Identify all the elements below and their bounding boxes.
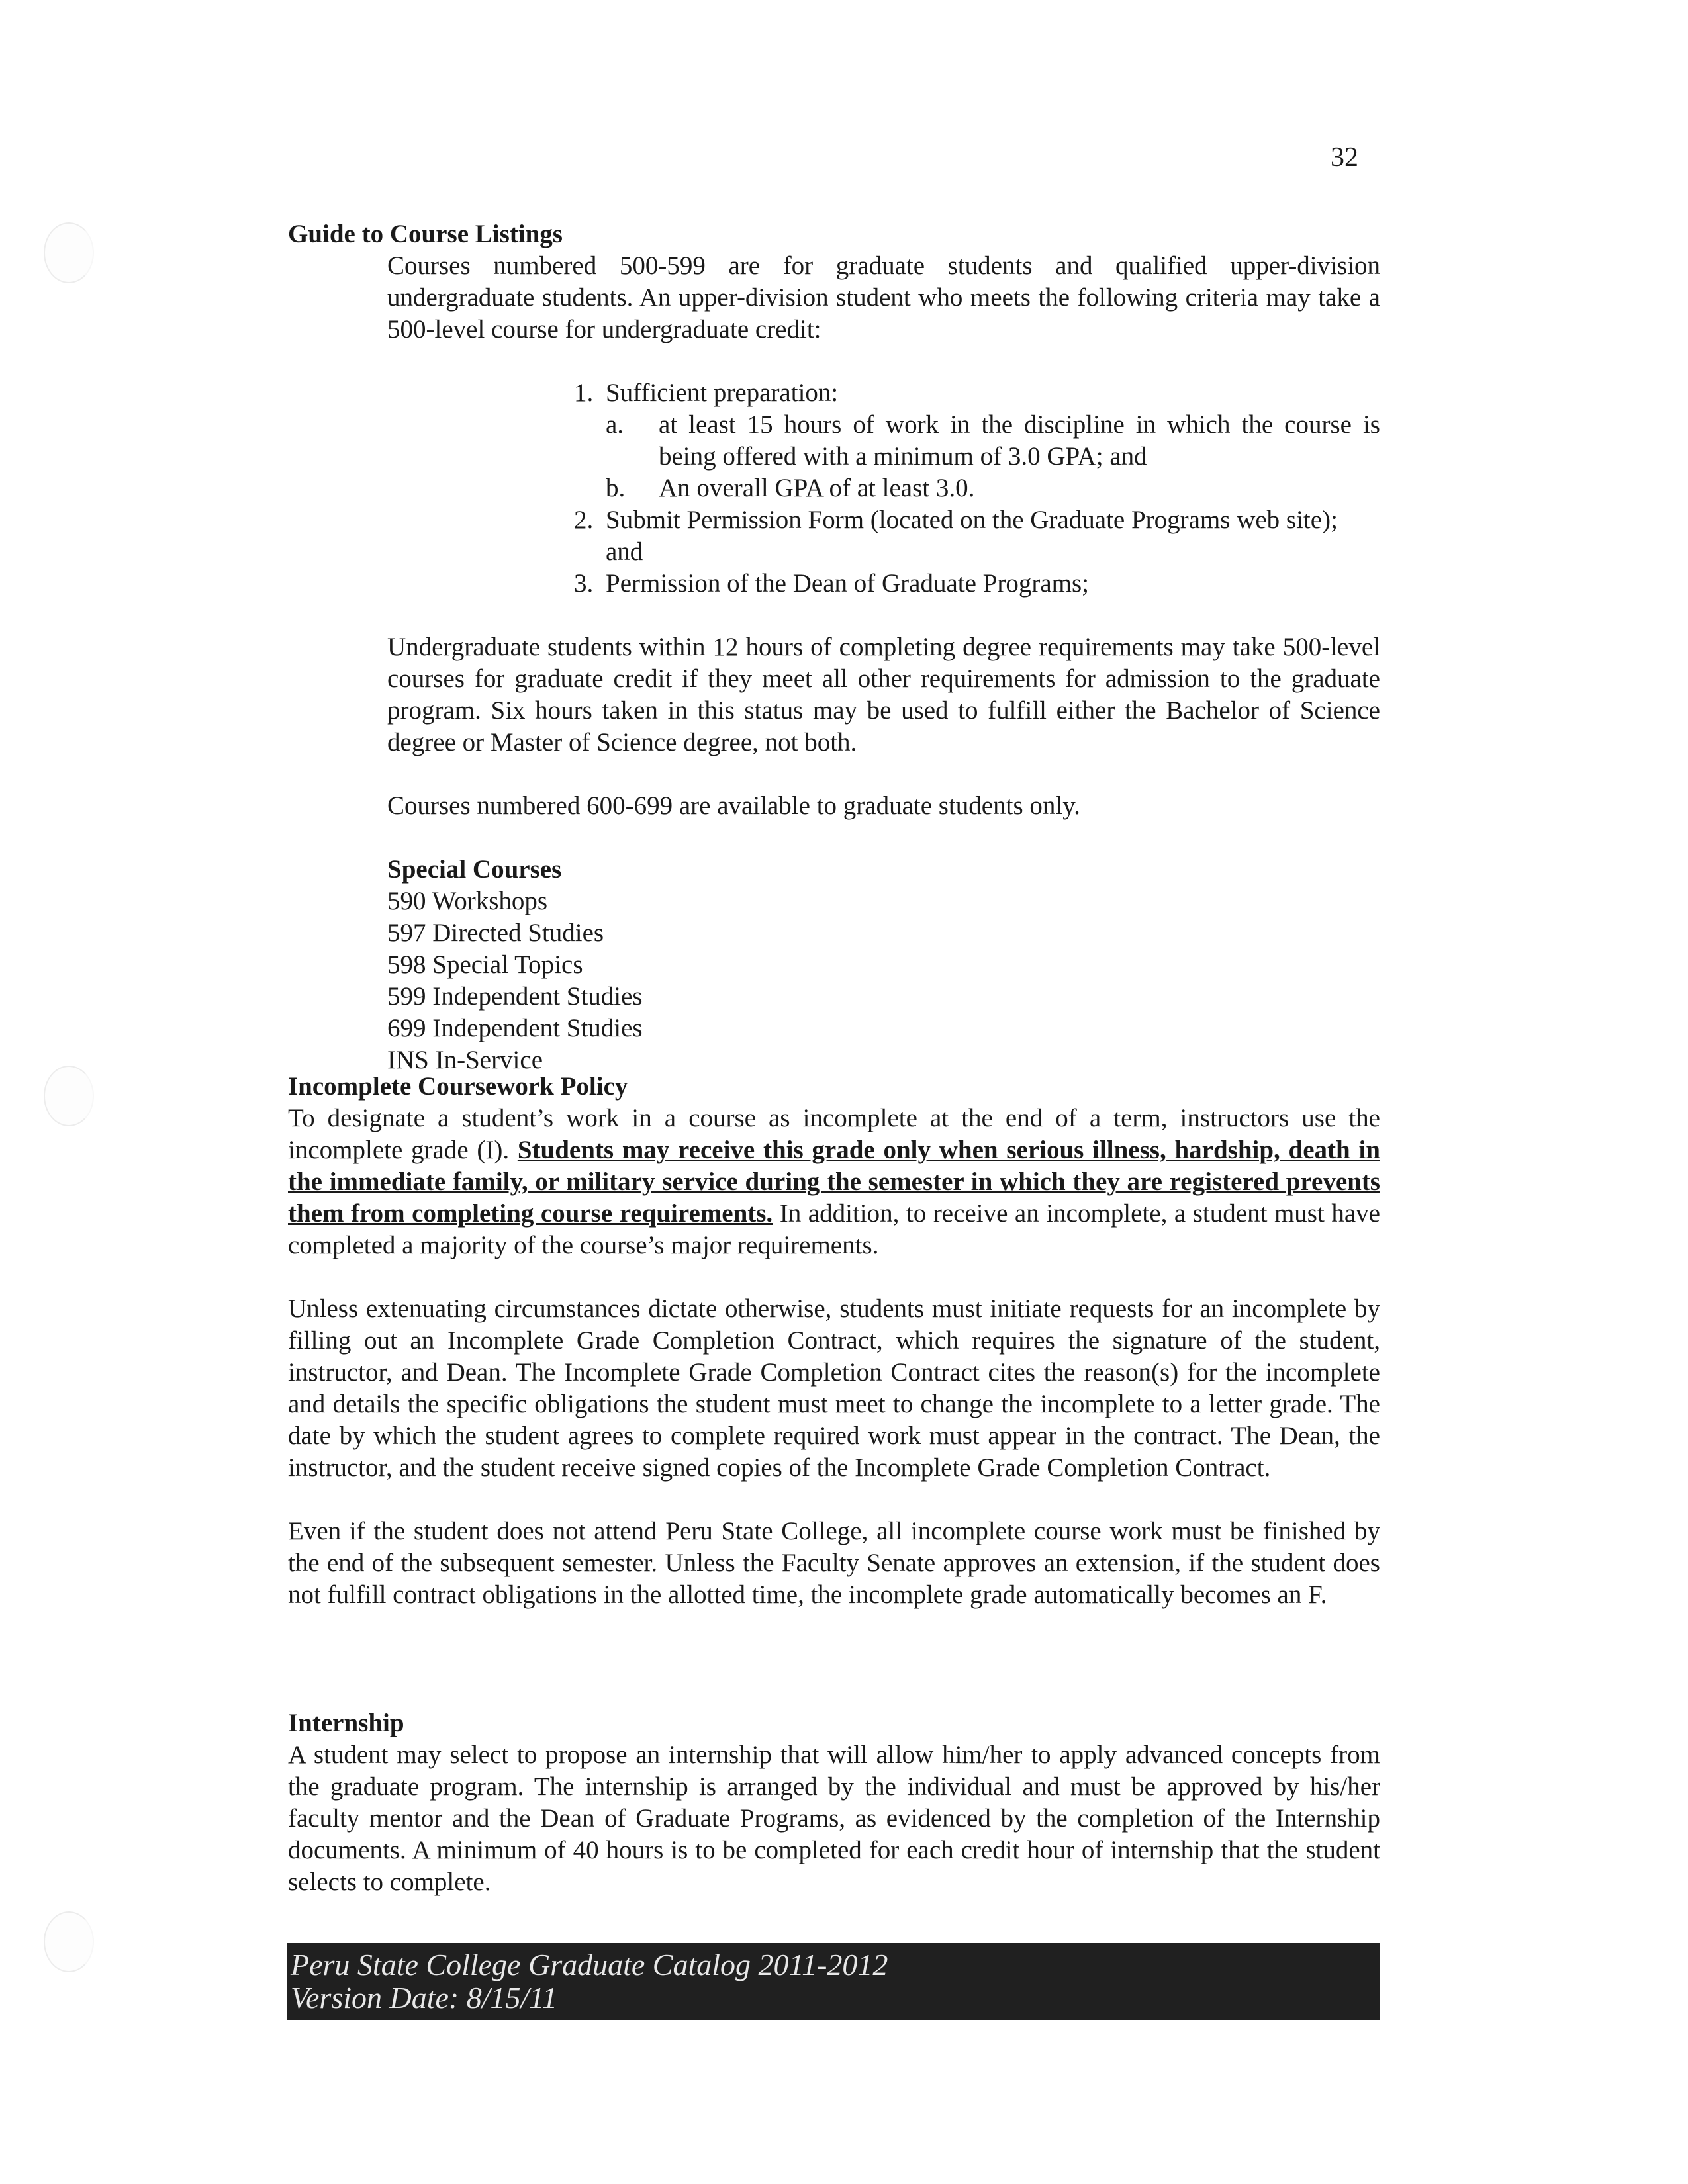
criteria-subtext: at least 15 hours of work in the discipline in which the course is being offered with a minimum of 3.0 GPA; and <box>659 410 1380 471</box>
criteria-number: 1. <box>574 379 594 407</box>
incomplete-p1-emphasis: Students may receive this grade only when serious illness, hardship, death in the immediate family, or military service during the semester in which they are registered prevents them from completing course requirements. <box>288 1136 1380 1228</box>
criteria-item <box>574 504 1380 568</box>
footer-version-date: Version Date: 8/15/11 <box>291 1981 557 2015</box>
grad-only-paragraph: Courses numbered 600-699 are available to graduate students only. <box>387 792 1080 820</box>
binder-hole-middle <box>44 1066 94 1126</box>
incomplete-heading: Incomplete Coursework Policy <box>288 1072 628 1101</box>
criteria-subtext: An overall GPA of at least 3.0. <box>659 474 975 502</box>
incomplete-paragraph-1 <box>288 1103 1380 1261</box>
guide-section <box>288 218 1380 1076</box>
criteria-subitem <box>606 473 1380 504</box>
special-course-item: 590 Workshops <box>387 887 548 915</box>
incomplete-section <box>288 1071 1380 1611</box>
criteria-letter: b. <box>606 474 626 502</box>
criteria-text: Sufficient preparation: <box>606 379 839 407</box>
internship-section <box>288 1707 1380 1898</box>
footer-title: Peru State College Graduate Catalog 2011-2012 <box>291 1948 888 1981</box>
special-courses-heading: Special Courses <box>387 855 562 884</box>
page-number: 32 <box>1331 142 1358 173</box>
guide-heading: Guide to Course Listings <box>288 220 563 248</box>
binder-hole-bottom <box>44 1911 94 1972</box>
guide-body <box>387 250 1380 1076</box>
criteria-number: 3. <box>574 569 594 598</box>
criteria-letter: a. <box>606 410 624 439</box>
incomplete-p1-start: To designate a student’s work in a course as incomplete at the end of a term, instructors use the incomplete grade (I). <box>288 1104 1380 1164</box>
catalog-footer <box>287 1943 1380 2020</box>
criteria-list <box>387 377 1380 600</box>
internship-heading: Internship <box>288 1709 404 1737</box>
criteria-item <box>574 568 1380 600</box>
special-course-item: 699 Independent Studies <box>387 1014 643 1042</box>
internship-paragraph: A student may select to propose an internship that will allow him/her to apply advanced concepts from the graduate program. The internship is arranged by the individual and must be approved by his/her faculty mentor and the Dean of Graduate Programs, as evidenced by the completion of the Internship documents. A minimum of 40 hours is to be completed for each credit hour of internship that the student selects to complete. <box>288 1741 1380 1896</box>
criteria-subitem <box>606 409 1380 473</box>
incomplete-p1-end: In addition, to receive an incomplete, a student must have completed a majority of the course’s major requirements. <box>288 1199 1380 1259</box>
criteria-number: 2. <box>574 506 594 534</box>
special-course-item: 598 Special Topics <box>387 950 583 979</box>
criteria-text: Submit Permission Form (located on the Graduate Programs web site); and <box>606 506 1338 566</box>
undergrad-paragraph: Undergraduate students within 12 hours of completing degree requirements may take 500-level courses for graduate credit if they meet all other requirements for admission to the graduate program. Six hours taken in this status may be used to fulfill either the Bachelor of Science degree or Master of Science degree, not both. <box>387 633 1380 756</box>
incomplete-paragraph-2: Unless extenuating circumstances dictate otherwise, students must initiate requests for an incomplete by filling out an Incomplete Grade Completion Contract, which requires the signature of the student, instructor, and Dean. The Incomplete Grade Completion Contract cites the reason(s) for the incomplete and details the specific obligations the student must meet to change the incomplete to a letter grade. The date by which the student agrees to complete required work must appear in the contract. The Dean, the instructor, and the student receive signed copies of the Incomplete Grade Completion Contract. <box>288 1295 1380 1482</box>
incomplete-paragraph-3: Even if the student does not attend Peru State College, all incomplete course work must be finished by the end of the subsequent semester. Unless the Faculty Senate approves an extension, if the student does not fulfill contract obligations in the allotted time, the incomplete grade automatically becomes an F. <box>288 1517 1380 1609</box>
special-course-item: 597 Directed Studies <box>387 919 604 947</box>
special-course-item: INS In-Service <box>387 1046 543 1074</box>
criteria-item <box>574 377 1380 504</box>
binder-hole-top <box>44 222 94 283</box>
guide-intro: Courses numbered 500-599 are for graduate students and qualified upper-division undergraduate students. An upper-division student who meets the following criteria may take a 500-level course for undergraduate credit: <box>387 251 1380 343</box>
criteria-text: Permission of the Dean of Graduate Programs; <box>606 569 1089 598</box>
special-course-item: 599 Independent Studies <box>387 982 643 1011</box>
criteria-sublist <box>606 409 1380 504</box>
